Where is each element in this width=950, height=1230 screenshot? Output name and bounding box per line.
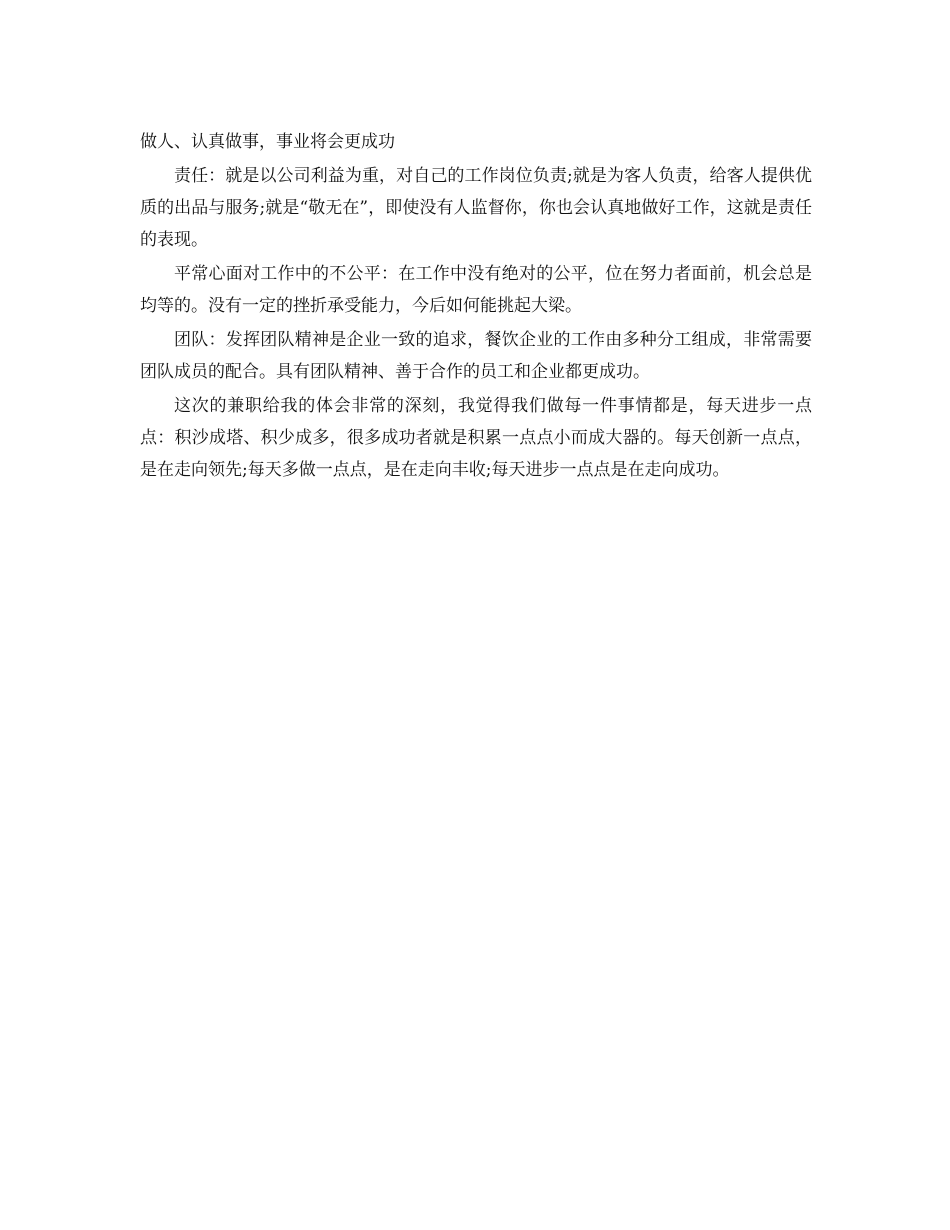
paragraph-teamwork: 团队：发挥团队精神是企业一致的追求，餐饮企业的工作由多种分工组成，非常需要团队成员的配合。具有团队精神、善于合作的员工和企业都更成功。	[140, 330, 812, 382]
paragraph-fairness: 平常心面对工作中的不公平：在工作中没有绝对的公平，位在努力者面前，机会总是均等的。没有一定的挫折承受能力，今后如何能挑起大梁。	[140, 264, 812, 316]
paragraph-conclusion: 这次的兼职给我的体会非常的深刻，我觉得我们做每一件事情都是，每天进步一点点：积沙成塔、积少成多，很多成功者就是积累一点点小而成大器的。每天创新一点点，是在走向领先;每天多做一点点，是在走向丰收;每天进步一点点是在走向成功。	[140, 396, 812, 480]
paragraph-continuation: 做人、认真做事，事业将会更成功	[140, 132, 395, 152]
paragraph-responsibility: 责任：就是以公司利益为重，对自己的工作岗位负责;就是为客人负责，给客人提供优质的出品与服务;就是“敬无在”，即使没有人监督你，你也会认真地做好工作，这就是责任的表现。	[140, 166, 812, 250]
document-body	[140, 126, 812, 488]
